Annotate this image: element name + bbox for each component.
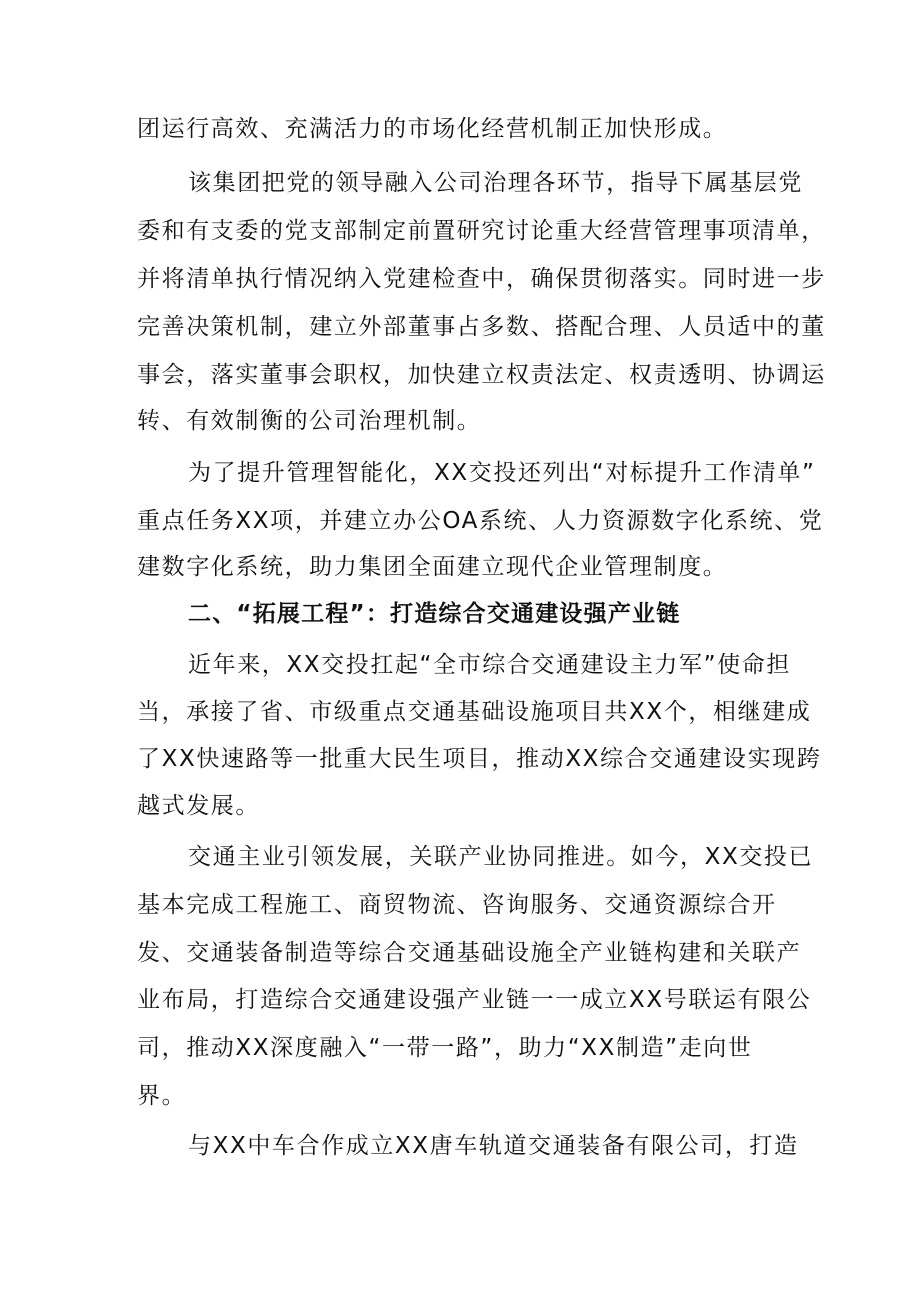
text-line: 事会，落实董事会职权，加快建立权责法定、权责透明、协调运 xyxy=(137,362,826,388)
text-line: 了XX快速路等一批重大民生项目，推动XX综合交通建设实现跨 xyxy=(137,746,822,772)
text-line: 重点任务XX项，并建立办公OA系统、人力资源数字化系统、党 xyxy=(137,508,824,534)
text-line: 业布局，打造综合交通建设强产业链一一成立XX号联运有限公 xyxy=(137,987,812,1013)
text-line: 转、有效制衡的公司治理机制。 xyxy=(137,408,482,434)
paragraph-start-line: 近年来，XX交投扛起“全市综合交通建设主力军”使命担 xyxy=(188,652,791,678)
paragraph-start-line: 为了提升管理智能化，XX交投还列出“对标提升工作清单” xyxy=(188,460,816,486)
paragraph-start-line: 与XX中车合作成立XX唐车轨道交通装备有限公司，打造 xyxy=(188,1133,799,1159)
text-line: 越式发展。 xyxy=(137,793,260,819)
text-line: 司，推动XX深度融入“一带一路”，助力“XX制造”走向世 xyxy=(137,1035,753,1061)
text-line: 完善决策机制，建立外部董事占多数、搭配合理、人员适中的董 xyxy=(137,314,826,340)
text-line: 委和有支委的党支部制定前置研究讨论重大经营管理事项清单， xyxy=(137,218,826,244)
text-line: 界。 xyxy=(137,1083,187,1109)
text-line: 基本完成工程施工、商贸物流、咨询服务、交通资源综合开 xyxy=(137,892,777,918)
section-heading: 二、“拓展工程”：打造综合交通建设强产业链 xyxy=(188,601,681,627)
text-line: 团运行高效、充满活力的市场化经营机制正加快形成。 xyxy=(137,116,728,142)
text-line: 建数字化系统，助力集团全面建立现代企业管理制度。 xyxy=(137,554,728,580)
paragraph-start-line: 交通主业引领发展，关联产业协同推进。如今，XX交投已 xyxy=(188,844,814,870)
text-line: 发、交通装备制造等综合交通基础设施全产业链构建和关联产 xyxy=(137,940,802,966)
paragraph-start-line: 该集团把党的领导融入公司治理各环节，指导下属基层党 xyxy=(188,170,803,196)
text-line: 当，承接了省、市级重点交通基础设施项目共XX个，相继建成 xyxy=(137,699,812,725)
text-line: 并将清单执行情况纳入党建检查中，确保贯彻落实。同时进一步 xyxy=(137,266,826,292)
